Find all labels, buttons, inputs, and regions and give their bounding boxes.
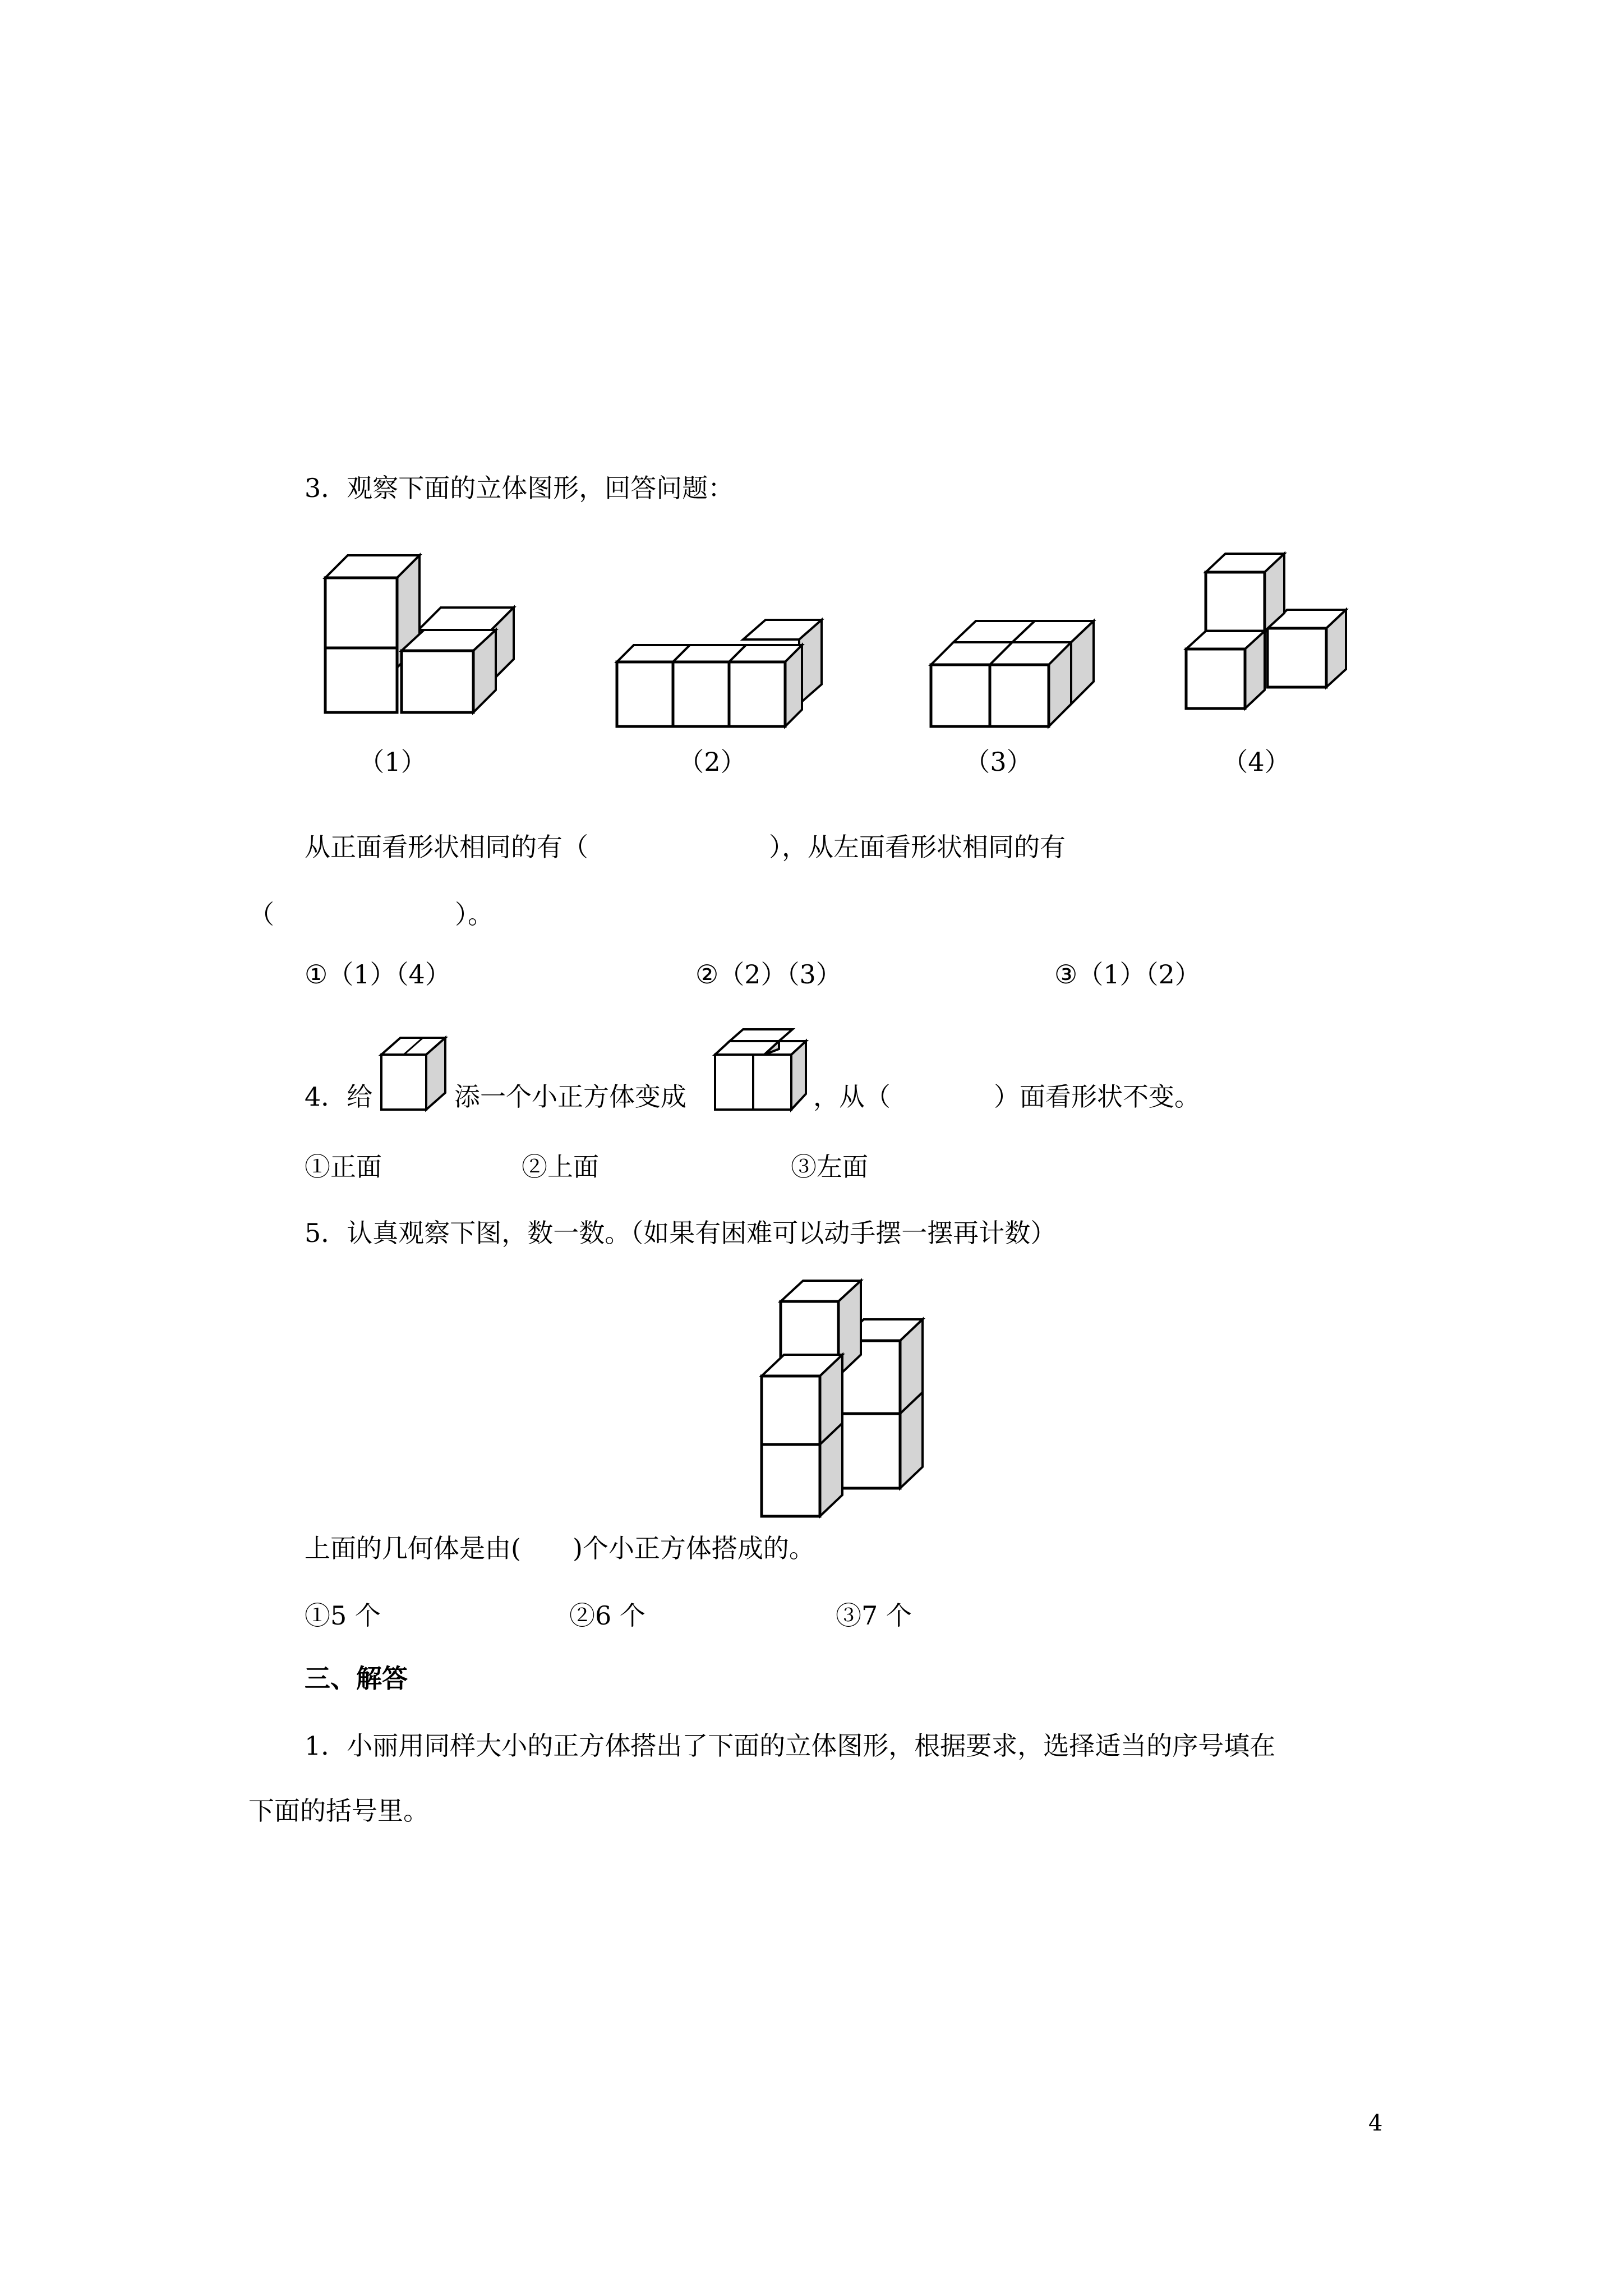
figure-2-row-shape <box>603 617 838 729</box>
q5-option-1[interactable]: ①5 个 <box>305 1600 381 1631</box>
section-3-q1-line1: 1．小丽用同样大小的正方体搭出了下面的立体图形，根据要求，选择适当的序号填在 <box>305 1731 1276 1761</box>
q3-option-3[interactable]: ③（1）（2） <box>1054 959 1201 990</box>
q4-option-1[interactable]: ①正面 <box>305 1152 382 1182</box>
q5-option-3[interactable]: ③7 个 <box>836 1600 912 1631</box>
q4-result-shape <box>709 1027 816 1119</box>
figure-1-label: （1） <box>358 747 427 777</box>
q5-option-2[interactable]: ②6 个 <box>569 1600 645 1631</box>
q5-cube-stack-figure <box>751 1271 937 1517</box>
figure-4-label: （4） <box>1222 747 1290 777</box>
q4-suffix: ，从（ ）面看形状不变。 <box>813 1082 1200 1112</box>
q3-fill-line-a: 从正面看形状相同的有（ ），从左面看形状相同的有 <box>305 832 1066 862</box>
q4-original-shape <box>377 1031 455 1117</box>
q3-fill-line-b: （ ）。 <box>248 899 494 930</box>
q4-option-2[interactable]: ②上面 <box>522 1152 599 1182</box>
q4-prefix: 4．给 <box>305 1082 373 1112</box>
q5-fill-line: 上面的几何体是由( )个小正方体搭成的。 <box>305 1533 815 1563</box>
q3-option-2[interactable]: ②（2）（3） <box>695 959 842 990</box>
figure-3-label: （3） <box>964 747 1032 777</box>
q5-stem: 5．认真观察下图，数一数。（如果有困难可以动手摆一摆再计数） <box>305 1218 1057 1248</box>
section-3-q1-line2: 下面的括号里。 <box>248 1796 429 1826</box>
q4-middle: 添一个小正方体变成 <box>454 1082 686 1112</box>
q4-option-3[interactable]: ③左面 <box>791 1152 868 1182</box>
q3-stem: 3．观察下面的立体图形，回答问题： <box>305 473 734 503</box>
figure-2-label: （2） <box>678 747 746 777</box>
section-3-heading: 三、解答 <box>305 1663 408 1694</box>
figure-4-stair-shape <box>1178 547 1368 732</box>
figure-3-block-shape <box>920 614 1105 732</box>
q3-option-1[interactable]: ①（1）（4） <box>305 959 451 990</box>
page-number: 4 <box>1368 2110 1383 2136</box>
figure-1-l-shape <box>314 547 527 732</box>
